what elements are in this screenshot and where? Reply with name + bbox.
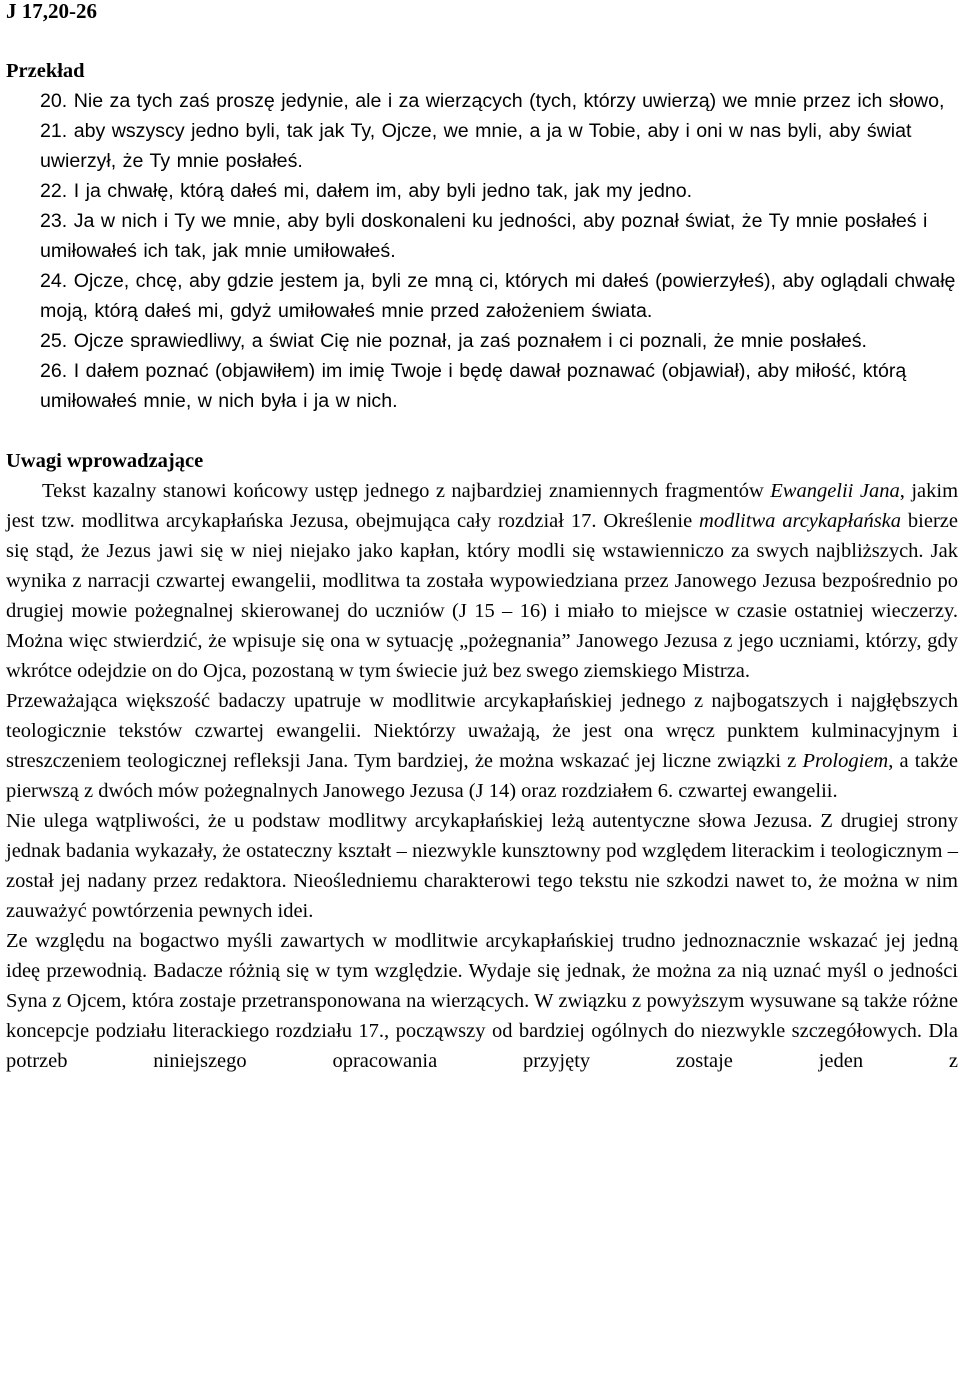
text-run: , jakim jest tzw. modlitwa arcykapłańska Jezusa, obejmująca cały rozdział 17. Określenie bbox=[6, 480, 959, 532]
verse-23 bbox=[40, 206, 958, 266]
verse-number: 26. bbox=[40, 360, 68, 382]
verse-text: Ja w nich i Ty we mnie, aby byli doskonaleni ku jedności, aby poznał świat, że Ty mnie posłałeś i umiłowałeś ich tak, jak mnie umiłowałeś. bbox=[40, 210, 928, 262]
intro-paragraph-2 bbox=[6, 686, 958, 806]
verse-number: 25. bbox=[40, 330, 68, 352]
verse-number: 22. bbox=[40, 180, 68, 202]
intro-paragraph-1 bbox=[6, 476, 958, 686]
verse-text: Nie za tych zaś proszę jedynie, ale i za wierzących (tych, którzy uwierzą) we mnie przez ich słowo, bbox=[73, 90, 945, 112]
intro-paragraph-4: Ze względu na bogactwo myśli zawartych w modlitwie arcykapłańskiej trudno jednoznacznie wskazać jej jedną ideę przewodnią. Badacze różnią się w tym względzie. Wydaje się jednak, że można za nią uznać myśl o jedności Syna z Ojcem, która zostaje przetransponowana na wierzących. W związku z powyższym wysuwane są także różne koncepcje podziału literackiego rozdziału 17., począwszy od bardziej ogólnych do niezwykle szczegółowych. Dla potrzeb niniejszego opracowania przyjęty zostaje jeden z bbox=[6, 930, 958, 1072]
text-run: bierze się stąd, że Jezus jawi się w niej niejako jako kapłan, który modli się wstawienniczo za swych najbliższych. Jak wynika z narracji czwartej ewangelii, modlitwa ta została wypowiedziana przez Janowego Jezusa bezpośrednio po drugiej mowie pożegnalnej skierowanej do uczniów (J 15 – 16) i miało to miejsce w czasie ostatniej wieczerzy. Można więc stwierdzić, że wpisuje się ona w sytuację „pożegnania” Janowego Jezusa z jego uczniami, którzy, gdy wkrótce odejdzie on do Ojca, pozostaną w tym świecie już bez swego ziemskiego Mistrza. bbox=[6, 510, 958, 682]
verse-text: Ojcze sprawiedliwy, a świat Cię nie poznał, ja zaś poznałem i ci poznali, że mnie posłałeś. bbox=[73, 330, 867, 352]
spacer bbox=[6, 416, 958, 446]
text-run: , a także pierwszą z dwóch mów pożegnalnych Janowego Jezusa (J 14) oraz rozdziałem 6. czwartej ewangelii. bbox=[6, 750, 959, 802]
intro-heading: Uwagi wprowadzające bbox=[6, 450, 204, 472]
verse-24 bbox=[40, 266, 958, 326]
text-run: Tekst kazalny stanowi końcowy ustęp jednego z najbardziej znamiennych fragmentów bbox=[42, 480, 771, 502]
text-run: Przeważająca większość badaczy upatruje w modlitwie arcykapłańskiej jednego z najbogatszych i najgłębszych teologicznie tekstów czwartej ewangelii. Niektórzy uważają, że jest ona wręcz punktem kulminacyjnym i streszczeniem teologicznej refleksji Jana. Tym bardziej, że można wskazać jej liczne związki z bbox=[6, 690, 958, 772]
document-page bbox=[6, 0, 958, 1076]
verse-text: Ojcze, chcę, aby gdzie jestem ja, byli ze mną ci, których mi dałeś (powierzyłeś), aby oglądali chwałę moją, którą dałeś mi, gdyż umiłowałeś mnie przed założeniem świata. bbox=[40, 270, 956, 322]
italic-title: Ewangelii Jana bbox=[770, 480, 900, 502]
verse-text: I dałem poznać (objawiłem) im imię Twoje i będę dawał poznawać (objawiał), aby miłość, którą umiłowałeś mnie, w nich była i ja w nich. bbox=[40, 360, 907, 412]
verse-list bbox=[6, 86, 958, 416]
scripture-reference: J 17,20-26 bbox=[6, 0, 97, 23]
verse-21 bbox=[40, 116, 958, 176]
intro-paragraph-3: Nie ulega wątpliwości, że u podstaw modlitwy arcykapłańskiej leżą autentyczne słowa Jezusa. Z drugiej strony jednak badania wykazały, że ostateczny kształt – niezwykle kunsztowny pod względem literackim i teologicznym – został jej nadany przez redaktora. Nieośledniemu charakterowi tego tekstu nie szkodzi nawet to, że można w nim zauważyć powtórzenia pewnych idei. bbox=[6, 810, 958, 922]
translation-heading: Przekład bbox=[6, 60, 85, 82]
verse-text: I ja chwałę, którą dałeś mi, dałem im, aby byli jedno tak, jak my jedno. bbox=[73, 180, 693, 202]
verse-text: aby wszyscy jedno byli, tak jak Ty, Ojcze, we mnie, a ja w Tobie, aby i oni w nas byli, aby świat uwierzył, że Ty mnie posłałeś. bbox=[40, 120, 912, 172]
verse-20 bbox=[40, 86, 958, 116]
verse-number: 24. bbox=[40, 270, 68, 292]
verse-number: 21. bbox=[40, 120, 68, 142]
verse-25 bbox=[40, 326, 958, 356]
italic-title: Prologiem bbox=[802, 750, 889, 772]
italic-term: modlitwa arcykapłańska bbox=[699, 510, 902, 532]
verse-26 bbox=[40, 356, 958, 416]
spacer bbox=[6, 26, 958, 56]
verse-22 bbox=[40, 176, 958, 206]
verse-number: 20. bbox=[40, 90, 68, 112]
verse-number: 23. bbox=[40, 210, 68, 232]
